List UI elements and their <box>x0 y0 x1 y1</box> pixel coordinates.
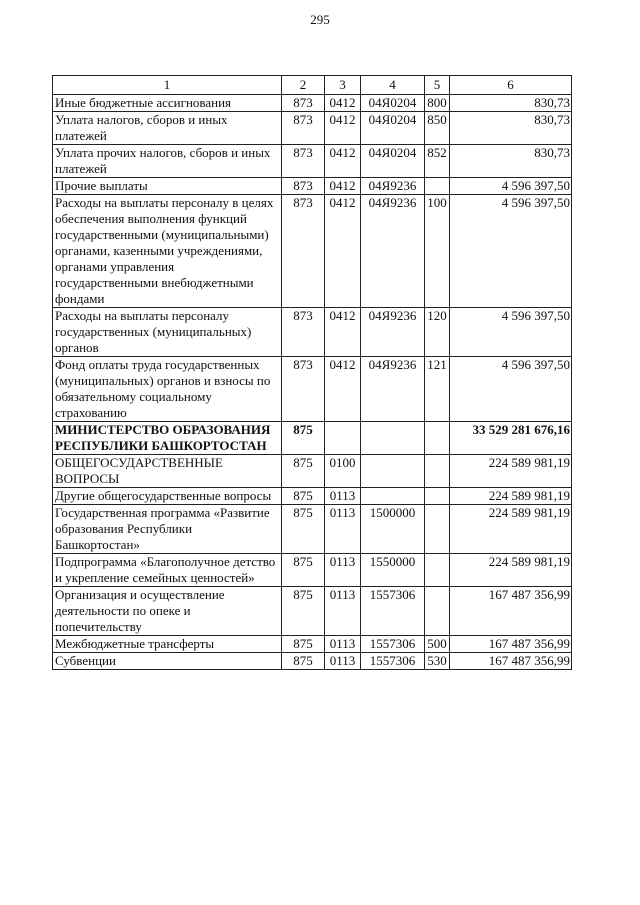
amount-cell: 167 487 356,99 <box>450 653 572 670</box>
table-row <box>53 455 572 488</box>
section-code-cell: 0412 <box>325 357 361 422</box>
ministry-code-cell: 875 <box>282 488 325 505</box>
section-code-cell: 0100 <box>325 455 361 488</box>
row-name-cell: Уплата налогов, сборов и иных платежей <box>53 112 282 145</box>
expense-type-cell <box>425 587 450 636</box>
row-name-cell: Государственная программа «Развитие образования Республики Башкортостан» <box>53 505 282 554</box>
column-header-4: 4 <box>361 76 425 95</box>
expense-type-cell: 530 <box>425 653 450 670</box>
section-code-cell: 0412 <box>325 95 361 112</box>
target-article-cell: 04Я9236 <box>361 357 425 422</box>
expense-type-cell: 850 <box>425 112 450 145</box>
column-header-2: 2 <box>282 76 325 95</box>
row-name-cell: Субвенции <box>53 653 282 670</box>
expense-type-cell: 121 <box>425 357 450 422</box>
amount-cell: 830,73 <box>450 95 572 112</box>
target-article-cell: 1500000 <box>361 505 425 554</box>
target-article-cell: 1557306 <box>361 636 425 653</box>
row-name-cell: Уплата прочих налогов, сборов и иных платежей <box>53 145 282 178</box>
row-name-cell: Иные бюджетные ассигнования <box>53 95 282 112</box>
ministry-code-cell: 875 <box>282 587 325 636</box>
ministry-code-cell: 873 <box>282 95 325 112</box>
table-row <box>53 488 572 505</box>
amount-cell: 4 596 397,50 <box>450 308 572 357</box>
row-name-cell: Подпрограмма «Благополучное детство и укрепление семейных ценностей» <box>53 554 282 587</box>
expense-type-cell <box>425 178 450 195</box>
row-name-cell: Организация и осуществление деятельности по опеке и попечительству <box>53 587 282 636</box>
header-row <box>53 76 572 95</box>
target-article-cell: 04Я0204 <box>361 145 425 178</box>
table-row <box>53 422 572 455</box>
ministry-code-cell: 873 <box>282 357 325 422</box>
table-row <box>53 357 572 422</box>
expense-type-cell: 800 <box>425 95 450 112</box>
target-article-cell: 1550000 <box>361 554 425 587</box>
expense-type-cell <box>425 554 450 587</box>
expense-type-cell <box>425 505 450 554</box>
row-name-cell: Другие общегосударственные вопросы <box>53 488 282 505</box>
table-row <box>53 653 572 670</box>
ministry-code-cell: 875 <box>282 455 325 488</box>
ministry-code-cell: 873 <box>282 195 325 308</box>
row-name-cell: Межбюджетные трансферты <box>53 636 282 653</box>
ministry-code-cell: 873 <box>282 112 325 145</box>
target-article-cell: 04Я9236 <box>361 178 425 195</box>
amount-cell: 167 487 356,99 <box>450 587 572 636</box>
section-code-cell: 0412 <box>325 112 361 145</box>
section-code-cell: 0113 <box>325 587 361 636</box>
section-code-cell: 0412 <box>325 145 361 178</box>
row-name-cell: Расходы на выплаты персоналу в целях обеспечения выполнения функций государственными (муниципальными) органами, казенными учреждениями, органами управления государственными внебюджетными фондами <box>53 195 282 308</box>
amount-cell: 4 596 397,50 <box>450 357 572 422</box>
table-row <box>53 145 572 178</box>
table-row <box>53 505 572 554</box>
page-number: 295 <box>310 12 330 27</box>
amount-cell: 224 589 981,19 <box>450 455 572 488</box>
section-code-cell: 0113 <box>325 653 361 670</box>
row-name-cell: ОБЩЕГОСУДАРСТВЕННЫЕ ВОПРОСЫ <box>53 455 282 488</box>
table-row <box>53 636 572 653</box>
target-article-cell <box>361 488 425 505</box>
target-article-cell: 1557306 <box>361 587 425 636</box>
target-article-cell: 04Я0204 <box>361 112 425 145</box>
ministry-code-cell: 875 <box>282 636 325 653</box>
column-header-1: 1 <box>53 76 282 95</box>
row-name-cell: Фонд оплаты труда государственных (муниципальных) органов и взносы по обязательному социальному страхованию <box>53 357 282 422</box>
section-code-cell: 0113 <box>325 636 361 653</box>
column-header-5: 5 <box>425 76 450 95</box>
amount-cell: 224 589 981,19 <box>450 554 572 587</box>
target-article-cell <box>361 455 425 488</box>
ministry-code-cell: 873 <box>282 178 325 195</box>
table-row <box>53 195 572 308</box>
table-row <box>53 554 572 587</box>
row-name-cell: Прочие выплаты <box>53 178 282 195</box>
expense-type-cell: 120 <box>425 308 450 357</box>
target-article-cell: 04Я9236 <box>361 195 425 308</box>
table-row <box>53 112 572 145</box>
section-code-cell: 0412 <box>325 178 361 195</box>
amount-cell: 224 589 981,19 <box>450 505 572 554</box>
ministry-code-cell: 873 <box>282 145 325 178</box>
ministry-code-cell: 873 <box>282 308 325 357</box>
column-header-6: 6 <box>450 76 572 95</box>
expense-type-cell <box>425 422 450 455</box>
expense-type-cell: 852 <box>425 145 450 178</box>
budget-table <box>52 75 572 670</box>
table-row <box>53 95 572 112</box>
amount-cell: 33 529 281 676,16 <box>450 422 572 455</box>
row-name-cell: МИНИСТЕРСТВО ОБРАЗОВАНИЯ РЕСПУБЛИКИ БАШКОРТОСТАН <box>53 422 282 455</box>
row-name-cell: Расходы на выплаты персоналу государственных (муниципальных) органов <box>53 308 282 357</box>
ministry-code-cell: 875 <box>282 422 325 455</box>
amount-cell: 4 596 397,50 <box>450 195 572 308</box>
amount-cell: 830,73 <box>450 112 572 145</box>
table-row <box>53 178 572 195</box>
amount-cell: 4 596 397,50 <box>450 178 572 195</box>
target-article-cell <box>361 422 425 455</box>
column-header-3: 3 <box>325 76 361 95</box>
ministry-code-cell: 875 <box>282 505 325 554</box>
target-article-cell: 04Я0204 <box>361 95 425 112</box>
expense-type-cell: 500 <box>425 636 450 653</box>
expense-type-cell <box>425 488 450 505</box>
section-code-cell <box>325 422 361 455</box>
section-code-cell: 0412 <box>325 195 361 308</box>
section-code-cell: 0113 <box>325 554 361 587</box>
ministry-code-cell: 875 <box>282 554 325 587</box>
section-code-cell: 0412 <box>325 308 361 357</box>
section-code-cell: 0113 <box>325 488 361 505</box>
target-article-cell: 1557306 <box>361 653 425 670</box>
section-code-cell: 0113 <box>325 505 361 554</box>
ministry-code-cell: 875 <box>282 653 325 670</box>
expense-type-cell: 100 <box>425 195 450 308</box>
amount-cell: 830,73 <box>450 145 572 178</box>
table-row <box>53 587 572 636</box>
table-row <box>53 308 572 357</box>
target-article-cell: 04Я9236 <box>361 308 425 357</box>
amount-cell: 224 589 981,19 <box>450 488 572 505</box>
expense-type-cell <box>425 455 450 488</box>
amount-cell: 167 487 356,99 <box>450 636 572 653</box>
